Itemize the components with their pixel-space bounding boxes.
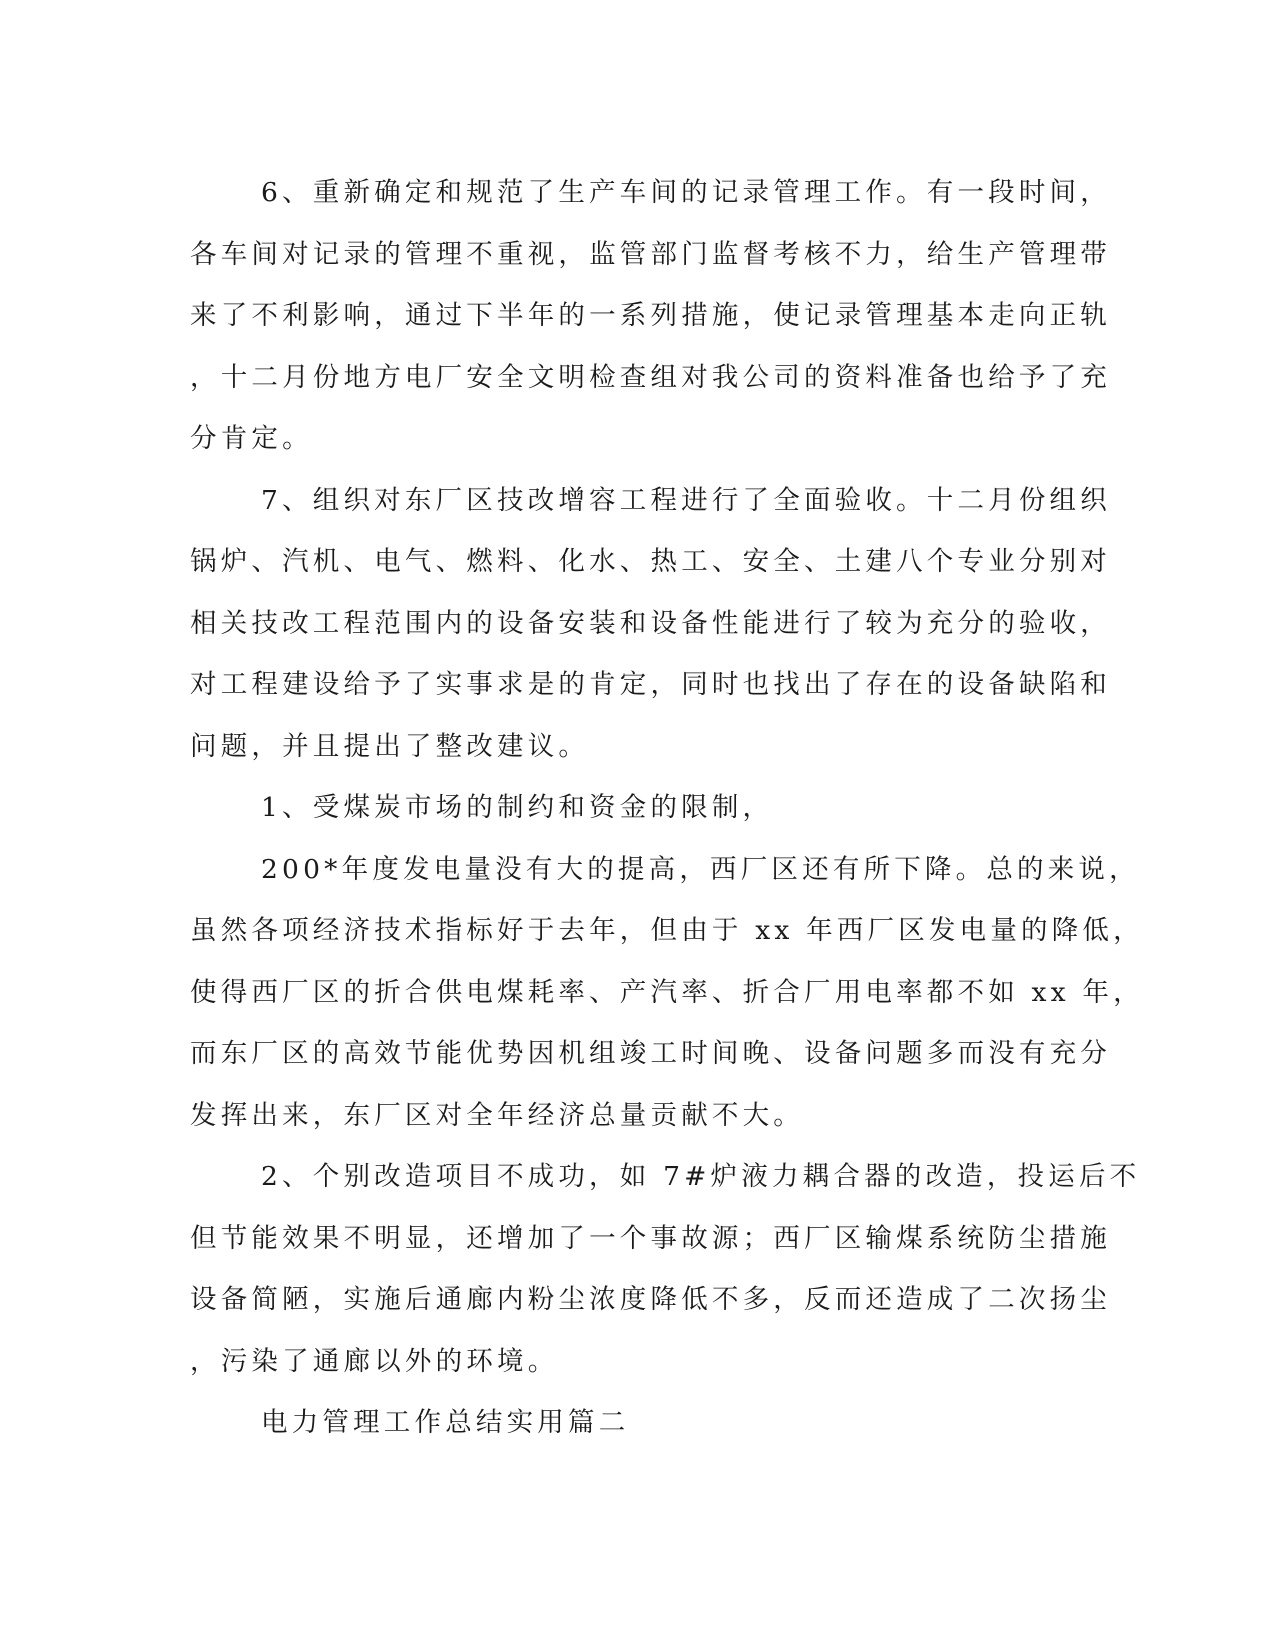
text-line: 使得西厂区的折合供电煤耗率、产汽率、折合厂用电率都不如 xx 年， <box>190 976 1144 1008</box>
text-line: 而东厂区的高效节能优势因机组竣工时间晚、设备问题多而没有充分 <box>190 1038 1111 1069</box>
paragraph-generation-summary <box>190 839 1144 1147</box>
text-line: 200*年度发电量没有大的提高，西厂区还有所下降。总的来说， <box>261 853 1140 885</box>
text-line: 来了不利影响，通过下半年的一系列措施，使记录管理基本走向正轨 <box>190 300 1111 331</box>
text-line: 问题，并且提出了整改建议。 <box>190 730 590 762</box>
text-line: 各车间对记录的管理不重视，监管部门监督考核不力，给生产管理带 <box>190 238 1111 270</box>
text-line: 锅炉、汽机、电气、燃料、化水、热工、安全、土建八个专业分别对 <box>190 546 1111 577</box>
paragraph-item-7 <box>190 470 1111 778</box>
text-line: 2、个别改造项目不成功，如 7#炉液力耦合器的改造，投运后不 <box>261 1161 1141 1192</box>
text-line: 相关技改工程范围内的设备安装和设备性能进行了较为充分的验收， <box>190 607 1111 639</box>
text-line: 对工程建设给予了实事求是的肯定，同时也找出了存在的设备缺陷和 <box>190 669 1111 700</box>
text-line: 6、重新确定和规范了生产车间的记录管理工作。有一段时间， <box>261 177 1111 208</box>
paragraph-problem-1 <box>190 777 1075 839</box>
text-line: 发挥出来，东厂区对全年经济总量贡献不大。 <box>190 1099 804 1131</box>
paragraph-item-6 <box>190 162 1111 470</box>
text-line: 虽然各项经济技术指标好于去年，但由于 xx 年西厂区发电量的降低， <box>190 915 1144 946</box>
text-line: 设备简陋，实施后通廊内粉尘浓度降低不多，反而还造成了二次扬尘 <box>190 1284 1111 1315</box>
text-line: 分肯定。 <box>190 423 313 454</box>
heading-text: 电力管理工作总结实用篇二 <box>261 1407 630 1438</box>
text-line: 7、组织对东厂区技改增容工程进行了全面验收。十二月份组织 <box>261 484 1111 516</box>
text-line: 但节能效果不明显，还增加了一个事故源；西厂区输煤系统防尘措施 <box>190 1222 1111 1254</box>
text-line: ，十二月份地方电厂安全文明检查组对我公司的资料准备也给予了充 <box>190 361 1111 393</box>
text-line: ，污染了通廊以外的环境。 <box>190 1345 559 1377</box>
paragraph-problem-2 <box>190 1146 1141 1392</box>
section-heading <box>190 1392 1075 1454</box>
document-body <box>190 162 1144 1454</box>
text-line: 1、受煤炭市场的制约和资金的限制， <box>261 792 774 823</box>
